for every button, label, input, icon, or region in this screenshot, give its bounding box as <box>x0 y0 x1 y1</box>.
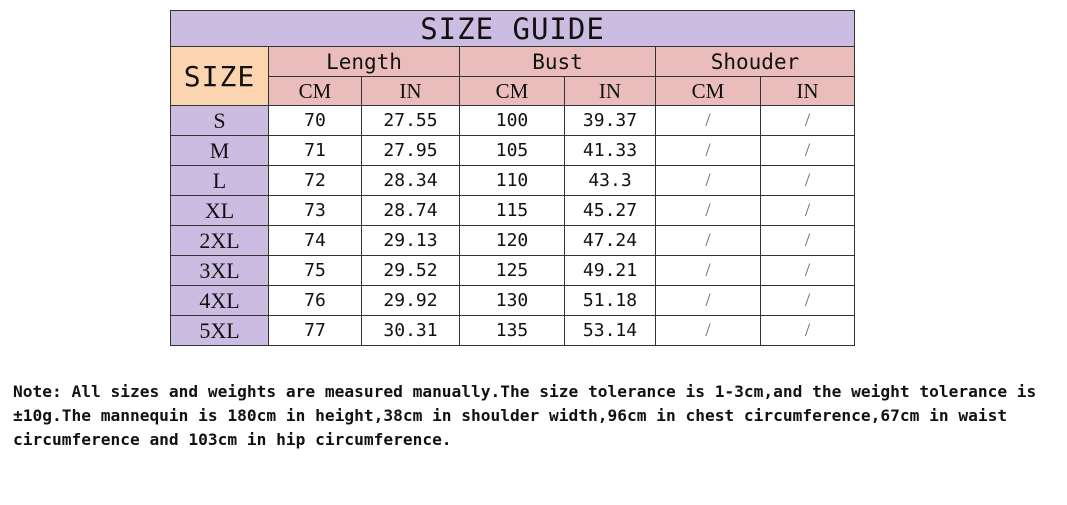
table-cell: 27.55 <box>362 106 460 136</box>
shoulder-cm-header: CM <box>656 77 761 106</box>
length-header: Length <box>269 47 460 77</box>
table-cell: 28.74 <box>362 196 460 226</box>
table-cell: 110 <box>460 166 565 196</box>
table-cell: 73 <box>269 196 362 226</box>
shoulder-header: Shouder <box>656 47 855 77</box>
table-cell: / <box>761 196 855 226</box>
table-cell: 72 <box>269 166 362 196</box>
table-cell: 43.3 <box>565 166 656 196</box>
size-column-header: SIZE <box>171 47 269 106</box>
measurement-note: Note: All sizes and weights are measured manually.The size tolerance is 1-3cm,and the weight tolerance is ±10g.The mannequin is 180cm in height,38cm in shoulder width,96cm in chest circumference,67cm in waist circumference and 103cm in hip circumference. <box>13 382 1037 449</box>
table-cell: / <box>761 106 855 136</box>
table-cell: 53.14 <box>565 316 656 346</box>
table-row <box>171 196 855 226</box>
table-cell: / <box>656 196 761 226</box>
table-cell: 51.18 <box>565 286 656 316</box>
table-cell: 74 <box>269 226 362 256</box>
bust-in-header: IN <box>565 77 656 106</box>
size-label-cell: 2XL <box>171 226 269 256</box>
table-cell: 29.92 <box>362 286 460 316</box>
table-cell: 115 <box>460 196 565 226</box>
table-cell: 70 <box>269 106 362 136</box>
table-cell: / <box>656 166 761 196</box>
table-cell: / <box>656 256 761 286</box>
table-cell: 125 <box>460 256 565 286</box>
length-in-header: IN <box>362 77 460 106</box>
table-cell: 29.52 <box>362 256 460 286</box>
table-cell: / <box>761 256 855 286</box>
table-title: SIZE GUIDE <box>171 11 855 47</box>
size-label-cell: L <box>171 166 269 196</box>
table-cell: 71 <box>269 136 362 166</box>
table-cell: 76 <box>269 286 362 316</box>
table-cell: 47.24 <box>565 226 656 256</box>
table-cell: 30.31 <box>362 316 460 346</box>
size-label-cell: S <box>171 106 269 136</box>
table-row <box>171 256 855 286</box>
table-row <box>171 166 855 196</box>
shoulder-in-header: IN <box>761 77 855 106</box>
table-cell: 49.21 <box>565 256 656 286</box>
table-cell: / <box>761 136 855 166</box>
table-cell: 135 <box>460 316 565 346</box>
size-label-cell: 3XL <box>171 256 269 286</box>
table-row <box>171 136 855 166</box>
table-row <box>171 106 855 136</box>
table-cell: / <box>656 226 761 256</box>
table-cell: 41.33 <box>565 136 656 166</box>
table-cell: / <box>761 166 855 196</box>
table-cell: 27.95 <box>362 136 460 166</box>
size-guide-table <box>170 10 855 346</box>
bust-header: Bust <box>460 47 656 77</box>
table-cell: 29.13 <box>362 226 460 256</box>
table-cell: / <box>656 136 761 166</box>
table-row <box>171 316 855 346</box>
size-label-cell: 5XL <box>171 316 269 346</box>
length-cm-header: CM <box>269 77 362 106</box>
size-label-cell: M <box>171 136 269 166</box>
table-cell: 28.34 <box>362 166 460 196</box>
table-row <box>171 226 855 256</box>
table-row <box>171 286 855 316</box>
table-cell: 105 <box>460 136 565 166</box>
table-cell: / <box>761 226 855 256</box>
size-label-cell: XL <box>171 196 269 226</box>
table-cell: / <box>656 106 761 136</box>
table-cell: 130 <box>460 286 565 316</box>
table-cell: 77 <box>269 316 362 346</box>
table-cell: / <box>761 316 855 346</box>
table-cell: 100 <box>460 106 565 136</box>
table-cell: / <box>656 286 761 316</box>
bust-cm-header: CM <box>460 77 565 106</box>
table-cell: 39.37 <box>565 106 656 136</box>
table-cell: 120 <box>460 226 565 256</box>
table-cell: 45.27 <box>565 196 656 226</box>
table-cell: / <box>761 286 855 316</box>
size-label-cell: 4XL <box>171 286 269 316</box>
table-cell: / <box>656 316 761 346</box>
table-cell: 75 <box>269 256 362 286</box>
